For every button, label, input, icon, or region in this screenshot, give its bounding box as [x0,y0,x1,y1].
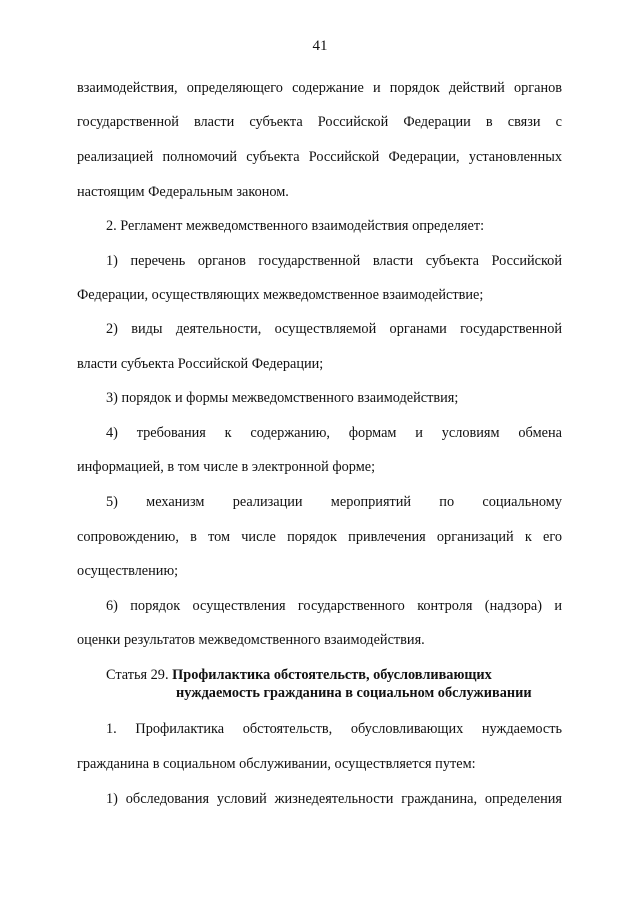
text-line: настоящим Федеральным законом. [77,184,289,200]
article-number: Статья 29. [106,667,169,683]
page-number: 41 [312,38,328,54]
text-line: 2. Регламент межведомственного взаимодействия определяет: [106,218,485,234]
text-line: взаимодействия, определяющего содержание и порядок действий органов [77,80,562,96]
text-line: Федерации, осуществляющих межведомственное взаимодействие; [77,287,484,303]
text-line: оценки результатов межведомственного взаимодействия. [77,632,425,648]
text-line: 6) порядок осуществления государственного контроля (надзора) и [106,598,562,614]
text-line: сопровождению, в том числе порядок привлечения организаций к его [77,529,562,545]
article-title-line-1: Профилактика обстоятельств, обусловливающих [172,667,492,683]
text-line: реализацией полномочий субъекта Российской Федерации, установленных [77,149,562,165]
article-title-line-2: нуждаемость гражданина в социальном обслуживании [176,685,532,701]
text-line: 1) обследования условий жизнедеятельности гражданина, определения [106,791,562,807]
text-line: 1) перечень органов государственной власти субъекта Российской [106,253,562,269]
text-line: 1. Профилактика обстоятельств, обусловливающих нуждаемость [106,721,562,737]
text-line: государственной власти субъекта Российской Федерации в связи с [77,114,562,130]
text-line: 2) виды деятельности, осуществляемой органами государственной [106,321,562,337]
text-line: информацией, в том числе в электронной форме; [77,459,376,475]
text-line: 5) механизм реализации мероприятий по социальному [106,494,562,510]
text-line: гражданина в социальном обслуживании, осуществляется путем: [77,756,476,772]
text-line: 4) требования к содержанию, формам и условиям обмена [106,425,562,441]
text-line: осуществлению; [77,563,179,579]
text-line: власти субъекта Российской Федерации; [77,356,324,372]
text-line: 3) порядок и формы межведомственного взаимодействия; [106,390,459,406]
